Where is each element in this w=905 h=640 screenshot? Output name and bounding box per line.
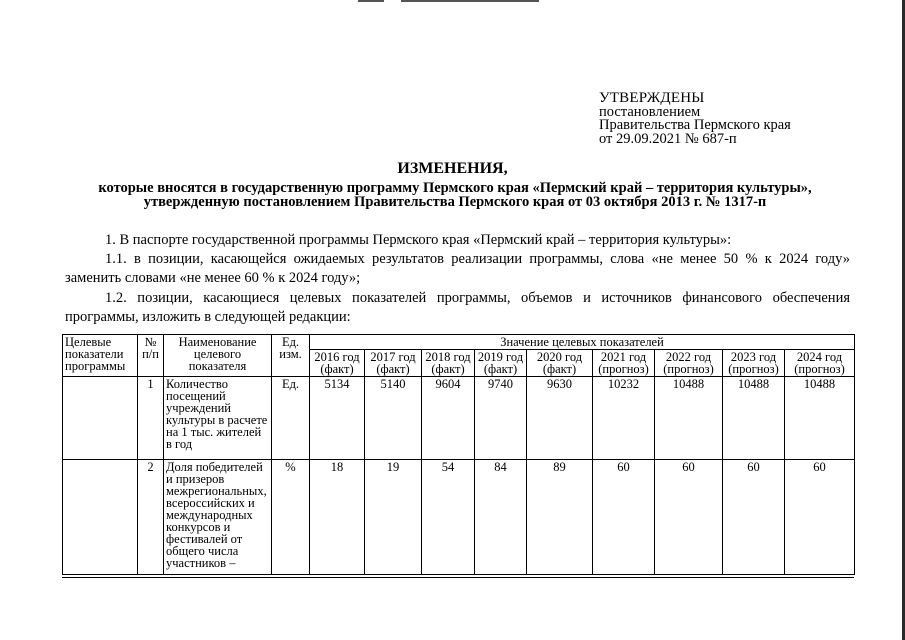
cell-value: 9604: [422, 377, 475, 460]
paragraph-1-1: 1.1. в позиции, касающейся ожидаемых результатов реализации программы, слова «не менее 50 % к 2024 году» заменить словами «не менее 60 % к 2024 году»;: [65, 251, 850, 286]
cell-value: 9740: [475, 377, 527, 460]
approval-line: постановлением: [599, 103, 701, 120]
header-year-2: [422, 350, 475, 377]
approval-line: от 29.09.2021 № 687-п: [599, 130, 737, 147]
year-label: 2018 год: [425, 350, 471, 364]
year-label: 2022 год: [665, 350, 712, 364]
year-type: (факт): [376, 362, 410, 376]
header-year-1: [365, 350, 422, 377]
document-title: ИЗМЕНЕНИЯ,: [397, 160, 508, 177]
approval-line: Правительства Пермского края: [599, 117, 791, 133]
year-type: (прогноз): [794, 362, 845, 376]
cell-num: 2: [138, 460, 164, 575]
cell-name: Доля победителей и призеров межрегиональных, всероссийских и международных конкурсов и фестивалей от общего числа участников –: [164, 460, 272, 575]
header-values-group: Значение целевых показателей: [310, 335, 855, 350]
cell-value: 19: [365, 460, 422, 575]
cell-value: 84: [475, 460, 527, 575]
header-indicators: Целевые показатели программы: [63, 335, 138, 377]
header-year-5: [593, 350, 655, 377]
scan-mark: [358, 0, 384, 2]
header-year-4: [527, 350, 593, 377]
header-year-7: [723, 350, 785, 377]
cell-value: 5140: [365, 377, 422, 460]
header-year-3: [475, 350, 527, 377]
cell-name: Количество посещений учреждений культуры в расчете на 1 тыс. жителей в год: [164, 377, 272, 460]
cell-value: 60: [593, 460, 655, 575]
cell-value: 10488: [655, 377, 723, 460]
year-type: (прогноз): [728, 362, 779, 376]
cell-value: 89: [527, 460, 593, 575]
approval-stamp: [599, 92, 791, 146]
year-type: (прогноз): [598, 362, 649, 376]
year-label: 2020 год: [536, 350, 583, 364]
paragraph-1-2: 1.2. позиции, касающиеся целевых показателей программы, объемов и источников финансового обеспечения программы, изложить в следующей редакции:: [65, 290, 850, 325]
cell-indicator-group: [63, 460, 138, 575]
year-label: 2021 год: [600, 350, 647, 364]
header-year-0: [310, 350, 365, 377]
year-label: 2024 год: [796, 350, 843, 364]
cell-value: 9630: [527, 377, 593, 460]
cell-value: 60: [723, 460, 785, 575]
cell-value: 10232: [593, 377, 655, 460]
approval-heading: УТВЕРЖДЕНЫ: [599, 90, 705, 106]
header-year-6: [655, 350, 723, 377]
indicators-table: [62, 334, 855, 575]
table-row: [63, 460, 855, 575]
year-label: 2016 год: [314, 350, 360, 364]
header-unit: Ед. изм.: [272, 335, 310, 377]
cell-value: 60: [785, 460, 855, 575]
header-num: № п/п: [138, 335, 164, 377]
year-type: (факт): [320, 362, 354, 376]
year-label: 2019 год: [477, 350, 524, 364]
year-type: (прогноз): [663, 362, 714, 376]
year-type: (факт): [431, 362, 465, 376]
year-type: (факт): [483, 362, 518, 376]
paragraph-1: 1. В паспорте государственной программы Пермского края «Пермский край – территория культуры»:: [105, 232, 732, 248]
header-year-8: [785, 350, 855, 377]
header-name: Наименование целевого показателя: [164, 335, 272, 377]
cell-unit: Ед.: [272, 377, 310, 460]
year-label: 2023 год: [730, 350, 777, 364]
table-row: [63, 377, 855, 460]
cell-value: 54: [422, 460, 475, 575]
scan-mark: [401, 0, 539, 2]
cell-indicator-group: [63, 377, 138, 460]
table-cut-line: [62, 577, 854, 578]
cell-unit: %: [272, 460, 310, 575]
cell-value: 5134: [310, 377, 365, 460]
document-subtitle: которые вносятся в государственную программу Пермского края «Пермский край – территория культуры», утвержденную постановлением Правительства Пермского края от 03 октября 2013 г. № 1317-п: [98, 180, 812, 210]
cell-value: 18: [310, 460, 365, 575]
year-label: 2017 год: [370, 350, 416, 364]
cell-value: 60: [655, 460, 723, 575]
year-type: (факт): [542, 362, 577, 376]
cell-value: 10488: [723, 377, 785, 460]
cell-num: 1: [138, 377, 164, 460]
cell-value: 10488: [785, 377, 855, 460]
